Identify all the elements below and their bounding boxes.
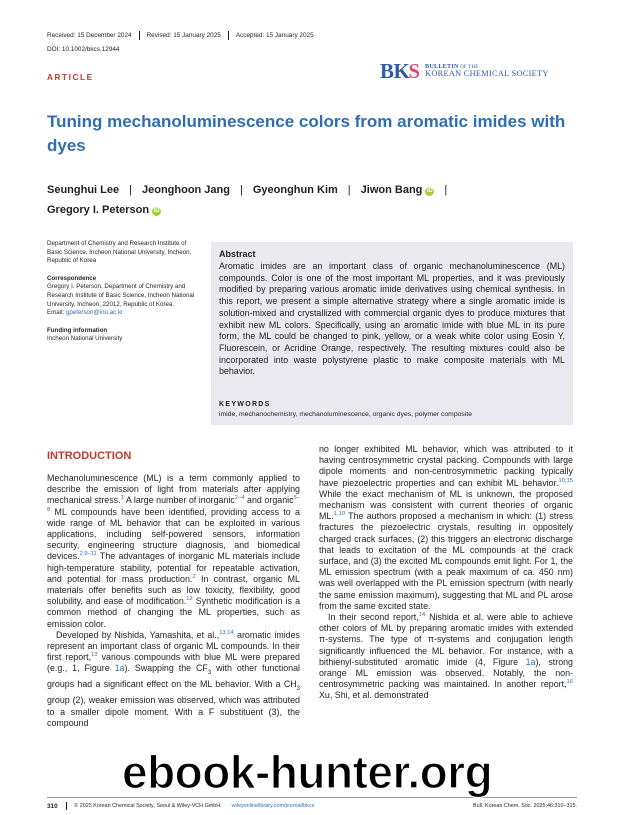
author-name[interactable]: Jiwon Bang	[360, 184, 423, 196]
keywords-heading: KEYWORDS	[219, 401, 271, 408]
text-run: various compounds with blue ML were prepared (e.g., 1, Figure	[47, 652, 300, 674]
right-column	[319, 444, 573, 702]
author-separator: |	[239, 184, 243, 196]
accepted-date: Accepted: 15 January 2025	[235, 32, 314, 39]
department: Department of Chemistry and Research Institute of Basic Science, Incheon National University, Incheon, Republic of Korea	[47, 240, 192, 265]
citation[interactable]: 13	[91, 652, 98, 659]
author-name[interactable]: Seunghui Lee	[47, 184, 120, 196]
paragraph	[47, 630, 300, 729]
author-separator: |	[444, 184, 448, 196]
email-link[interactable]: gpeterson@inu.ac.kr	[65, 309, 124, 317]
divider	[66, 802, 67, 810]
author-name[interactable]: Gregory I. Peterson	[47, 204, 150, 216]
citation[interactable]: 16	[566, 679, 573, 686]
section-heading-introduction: INTRODUCTION	[47, 450, 132, 462]
citation[interactable]: 2,9–11	[79, 551, 97, 558]
citation-line: Bull. Korean Chem. Soc. 2025;46:310–315.	[473, 803, 577, 809]
logo-line2: KOREAN CHEMICAL SOCIETY	[425, 68, 549, 78]
subscript: 3	[207, 670, 212, 677]
logo-line1-small: OF THE	[458, 64, 479, 70]
correspondence-heading: Correspondence	[47, 274, 97, 282]
watermark: ebook-hunter.org	[122, 746, 493, 798]
article-title: Tuning mechanoluminescence colors from aromatic imides with dyes	[47, 112, 566, 155]
author-list	[47, 180, 587, 220]
citation[interactable]: 1	[120, 495, 124, 502]
orcid-icon[interactable]: iD	[153, 208, 160, 214]
email-label: Email:	[47, 309, 66, 317]
author-separator: |	[347, 184, 351, 196]
affiliation-sidebar	[47, 240, 202, 344]
paragraph	[47, 473, 300, 630]
text-run: The authors proposed a mechanism in which: (1) stress fractures the piezoelectric crystals, resulting in oppositely charged crack surfaces, (2) this triggers an electronic discharge that leads to excitation of the ML compounds at the crack surface, and (3) the excited ML compounds emit light. For 1, the ML emission spectrum (with a peak maximum of ca. 450 nm) was well overlapped with the PL emission spectrum (with nearly the same emission maximum), suggesting that ML and PL arose from the same excited state.	[319, 511, 573, 611]
citation[interactable]: 14	[418, 612, 426, 619]
author-separator: |	[129, 184, 132, 196]
paragraph	[319, 612, 573, 702]
left-column	[47, 473, 300, 729]
logo-mark-accent: S	[408, 58, 421, 83]
text-run: with other functional groups had a significant effect on the ML behavior. With a CH	[47, 663, 300, 690]
text-run: The advantages of inorganic ML materials include high-temperature stability, potential for repeatable activation, and potential for mass production.	[47, 551, 300, 584]
doi[interactable]: DOI: 10.1002/bkcs.12944	[47, 46, 120, 53]
logo-mark: BK	[380, 58, 410, 83]
citation[interactable]: 12	[186, 596, 193, 603]
text-run: Xu, Shi, et al. demonstrated	[319, 690, 429, 701]
citation[interactable]: 2–4	[234, 495, 245, 502]
author-name[interactable]: Jeonghoon Jang	[141, 184, 230, 196]
email-line	[47, 309, 202, 318]
abstract-heading: Abstract	[219, 249, 256, 259]
text-run: Nishida et al. were able to achieve other colors of ML by preparing aromatic imides with extended π-systems. The type of π-systems and conjugation length significantly influenced the ML behavior. For instance, with a bithienyl-substituted aromatic imide (4, Figure	[319, 612, 573, 667]
text-run: Developed by Nishida, Yamashita, et al.,	[56, 629, 220, 640]
text-run: and organic	[244, 495, 294, 506]
figure-link[interactable]: 1a	[114, 663, 125, 674]
divider	[228, 31, 229, 40]
text-run: Mechanoluminescence (ML) is a term commonly applied to describe the emission of light from materials after applying mechanical stress.	[47, 473, 300, 506]
text-run: ), strong orange ML emission was observed. Notably, the non-centrosymmetric packing was maintained. In another report,	[319, 656, 573, 690]
text-run: ). Swapping the CF	[124, 663, 208, 674]
abstract-text: Aromatic imides are an important class of organic mechanoluminescence (ML) compounds. Color is one of the most important ML properties, and it was previously modified by preparing various aromatic imide derivatives using chemical synthesis. In this report, we present a simple alternative strategy where a single aromatic imide is solution-mixed and crystallized with commercial organic dyes to produce mixtures that exhibit new ML colors. Specifically, using an aromatic imide with blue ML in its pure form, the ML could be changed to pink, yellow, or a weak white color using Eosin Y, Fluorescein, or Acridine Orange, respectively. The resulting mixtures could also be incorporated into waste polystyrene plastic to make composite materials with ML behavior.	[219, 261, 565, 377]
abstract-box	[211, 242, 573, 425]
subscript: 3	[296, 686, 300, 693]
citation[interactable]: 1,10	[333, 511, 346, 518]
logo-line1: BULLETIN	[425, 62, 459, 70]
divider	[139, 31, 140, 40]
figure-link[interactable]: 1a	[525, 656, 536, 667]
text-run: ML compounds have been identified, providing access to a wide range of ML behavior that can be exploited in various applications, including self-powered sensors, information security, engineering structure diagnosis, and biomedical devices.	[47, 506, 300, 562]
journal-logo	[380, 60, 549, 82]
copyright: © 2025 Korean Chemical Society, Seoul & Wiley-VCH GmbH.	[74, 803, 222, 809]
page-number: 310	[47, 802, 58, 810]
citation[interactable]: 13,14	[219, 629, 234, 636]
revised-date: Revised: 15 January 2025	[146, 32, 221, 39]
funding-text: Incheon National University	[47, 335, 123, 343]
article-type-label: ARTICLE	[47, 73, 94, 82]
text-run: group (2), weaker emission was observed, which was attributed to a smaller dipole moment. With a F substituent (3), the compound	[47, 695, 300, 728]
correspondence-text: Gregory I. Peterson, Department of Chemistry and Research Institute of Basic Science, Incheon National University, Incheon, 22012, Republic of Korea.	[47, 283, 195, 308]
text-run: In their second report,	[328, 612, 419, 623]
orcid-icon[interactable]: iD	[426, 188, 433, 194]
citation[interactable]: 10,15	[558, 477, 573, 484]
author-name[interactable]: Gyeonghun Kim	[252, 184, 338, 196]
logo-text	[425, 64, 549, 79]
text-run: In contrast, organic ML materials offer benefits such as low toxicity, flexibility, good solubility, and ease of modification.	[47, 573, 300, 607]
text-run: no longer exhibited ML behavior, which was attributed to it having centrosymmetric crystal packing. Compounds with large dipole moments and non-centrosymmetric packing typically have piezoelectric properties and can exhibit ML behavior.	[319, 444, 573, 488]
journal-url[interactable]: wileyonlinelibrary.com/journal/bkcs	[231, 803, 315, 809]
funding-heading: Funding information	[47, 326, 108, 334]
citation[interactable]: 5–8	[47, 495, 300, 513]
text-run: aromatic imides represent an important class of organic ML compounds. In their first report,	[47, 629, 300, 663]
article-dates	[47, 31, 314, 40]
text-run: While the exact mechanism of ML is unknown, the proposed mechanism was consistent with current theories of organic ML.	[319, 488, 573, 522]
keywords-text: imide, mechanochemistry, mechanoluminescence, organic dyes, polymer composite	[219, 411, 472, 418]
received-date: Received: 15 December 2024	[47, 32, 132, 39]
text-run: A large number of inorganic	[123, 495, 235, 506]
text-run: Synthetic modification is a common method of changing the ML properties, such as emission color.	[47, 596, 300, 629]
paragraph	[319, 444, 573, 612]
citation[interactable]: 2	[192, 573, 196, 580]
